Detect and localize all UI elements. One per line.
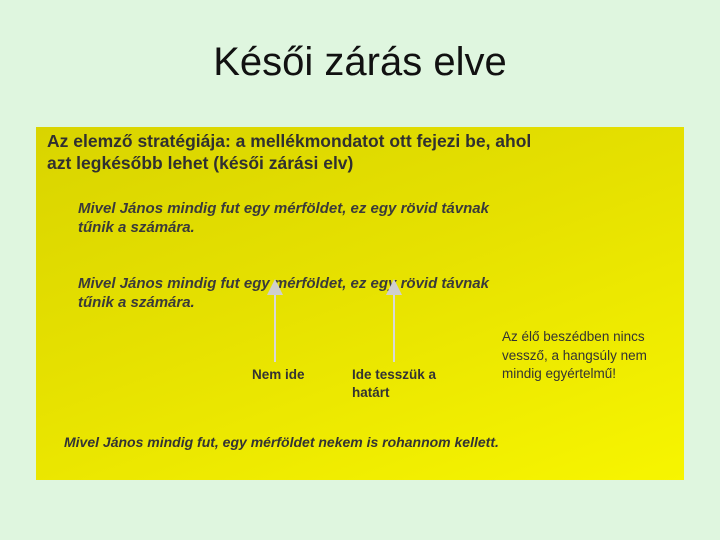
label-boundary-here: [352, 366, 436, 402]
speech-note-line-2: vessző, a hangsúly nem: [502, 347, 647, 363]
example-sentence-1-line-2: tűnik a számára.: [78, 219, 195, 236]
intro-line-1: Az elemző stratégiája: a mellékmondatot ott fejezi be, ahol: [47, 131, 532, 151]
example-sentence-3: Mivel János mindig fut, egy mérföldet nekem is rohannom kellett.: [64, 434, 499, 450]
example-sentence-2-line-1: Mivel János mindig fut egy mérföldet, ez egy rövid távnak: [78, 275, 489, 292]
label-boundary-here-line-1: Ide tesszük a: [352, 367, 437, 382]
label-not-here: Nem ide: [252, 367, 305, 382]
boundary-arrows: [36, 127, 684, 480]
example-sentence-1-line-1: Mivel János mindig fut egy mérföldet, ez egy rövid távnak: [78, 200, 489, 217]
speech-note: [502, 328, 647, 384]
content-panel: [36, 127, 684, 480]
example-sentence-2-line-2: tűnik a számára.: [78, 294, 195, 311]
intro-line-2: azt legkésőbb lehet (késői zárási elv): [47, 153, 354, 173]
label-boundary-here-line-2: határt: [352, 385, 390, 400]
speech-note-line-3: mindig egyértelmű!: [502, 366, 617, 381]
slide-title: Késői zárás elve: [213, 40, 507, 84]
speech-note-line-1: Az élő beszédben nincs: [502, 329, 645, 344]
